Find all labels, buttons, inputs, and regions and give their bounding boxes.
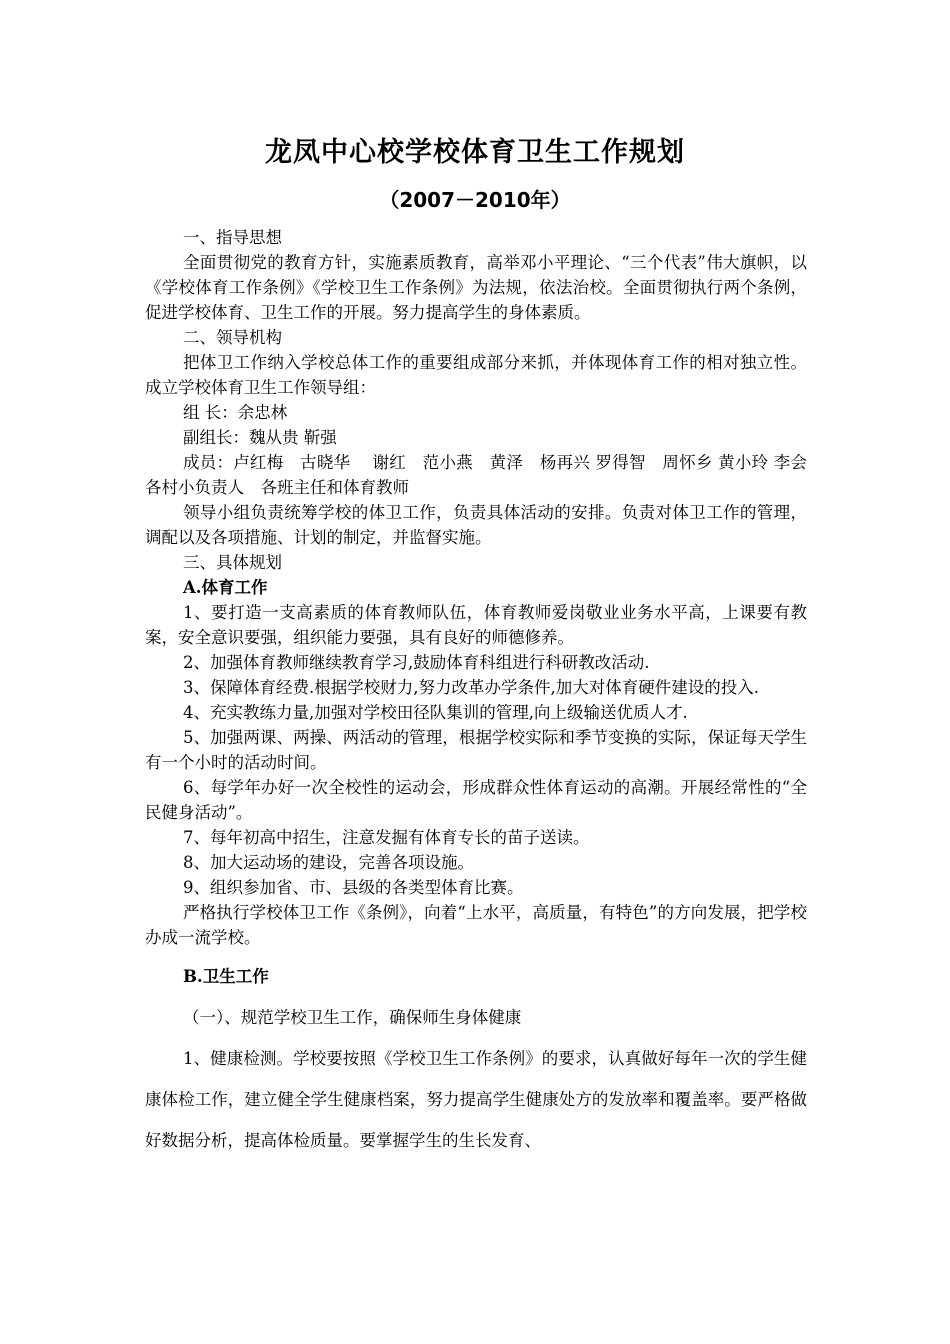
subheading-health-standardize: （一）、规范学校卫生工作，确保师生身体健康 [183, 1008, 522, 1027]
list-item: 3、保障体育经费.根据学校财力,努力改革办学条件,加大对体育硬件建设的投入. [183, 678, 759, 697]
list-item: 9、组织参加省、市、县级的各类型体育比赛。 [183, 878, 524, 897]
paragraph-sports-summary: 严格执行学校体卫工作《条例》，向着“上水平，高质量，有特色”的方向发展，把学校办成一流学校。 [145, 903, 807, 947]
list-item: 2、加强体育教师继续教育学习,鼓励体育科组进行科研教改活动. [183, 653, 650, 672]
list-item: 6、每学年办好一次全校性的运动会，形成群众性体育运动的高潮。开展经常性的“全民健身活动”。 [145, 778, 807, 822]
list-item: 4、充实教练力量,加强对学校田径队集训的管理,向上级输送优质人才. [183, 703, 688, 722]
section-heading-guiding-ideology: 一、指导思想 [183, 228, 282, 247]
section-heading-plan: 三、具体规划 [183, 553, 282, 572]
subheading-health-work: B.卫生工作 [183, 967, 269, 986]
document-body [145, 225, 807, 1161]
list-item: 8、加大运动场的建设，完善各项设施。 [183, 853, 474, 872]
paragraph-leadership: 把体卫工作纳入学校总体工作的重要组成部分来抓，并体现体育工作的相对独立性。成立学校体育卫生工作领导组： [145, 353, 807, 397]
paragraph-health-check: 1、健康检测。学校要按照《学校卫生工作条例》的要求，认真做好每年一次的学生健康体检工作，建立健全学生健康档案，努力提高学生健康处方的发放率和覆盖率。要严格做好数据分析，提高体检质量。要掌握学生的生长发育、 [145, 1049, 807, 1150]
document-title: 龙凤中心校学校体育卫生工作规划 [265, 137, 685, 168]
subheading-sports-work: A.体育工作 [183, 578, 268, 597]
list-item: 7、每年初高中招生，注意发掘有体育专长的苗子送读。 [183, 828, 590, 847]
document-subtitle: （2007－2010年） [379, 188, 571, 212]
members-line: 成员：卢红梅 古晓华 谢红 范小燕 黄泽 杨再兴 罗得智 周怀乡 黄小玲 李会 各村小负责人 各班主任和体育教师 [145, 453, 807, 497]
section-heading-leadership: 二、领导机构 [183, 328, 282, 347]
list-item: 5、加强两课、两操、两活动的管理，根据学校实际和季节变换的实际，保证每天学生有一个小时的活动时间。 [145, 728, 807, 772]
leader-line: 组 长：余忠林 [183, 403, 288, 422]
list-item: 1、要打造一支高素质的体育教师队伍，体育教师爱岗敬业业务水平高，上课要有教案，安全意识要强，组织能力要强，具有良好的师德修养。 [145, 603, 807, 647]
paragraph-guiding-ideology: 全面贯彻党的教育方针，实施素质教育，高举邓小平理论、“三个代表”伟大旗帜，以《学校体育工作条例》《学校卫生工作条例》为法规，依法治校。全面贯彻执行两个条例，促进学校体育、卫生工作的开展。努力提高学生的身体素质。 [145, 253, 807, 322]
paragraph-duty: 领导小组负责统筹学校的体卫工作，负责具体活动的安排。负责对体卫工作的管理，调配以及各项措施、计划的制定，并监督实施。 [145, 503, 807, 547]
vice-leader-line: 副组长：魏从贵 靳强 [183, 428, 337, 447]
